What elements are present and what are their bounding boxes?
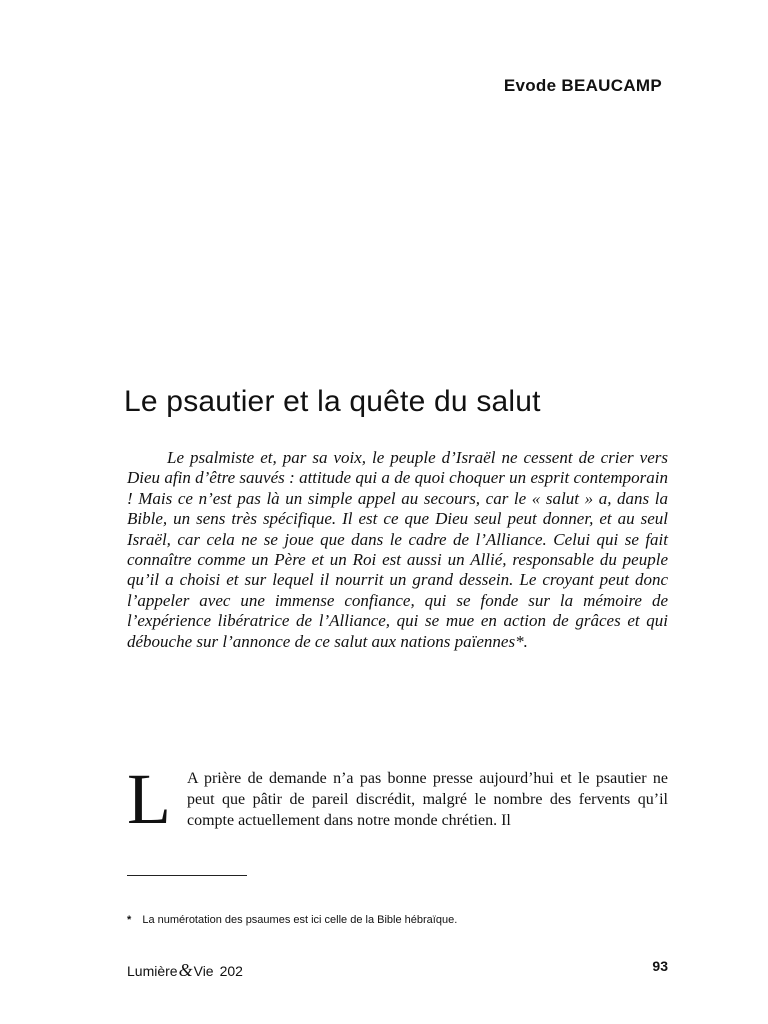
body-paragraph: A prière de demande n’a pas bonne presse aujourd’hui et le psautier ne peut que pâtir de pareil discrédit, malgré le nombre des fervents qu’il compte actuellement dans notre monde chrétien. Il (186, 770, 668, 829)
footnote (127, 914, 457, 926)
page-number: 93 (652, 958, 668, 974)
article-body (127, 759, 668, 839)
drop-cap: L (127, 759, 171, 839)
footnote-text: La numérotation des psaumes est ici celle de la Bible hébraïque. (142, 914, 458, 926)
article-title: Le psautier et la quête du salut (124, 385, 541, 418)
journal-footer (127, 960, 243, 981)
footnote-mark: * (127, 914, 132, 926)
footnote-divider (127, 875, 247, 876)
journal-issue: 202 (219, 963, 243, 979)
journal-name-part2: Vie (193, 963, 214, 979)
ampersand-logo-icon: & (178, 960, 193, 980)
author-name: Evode BEAUCAMP (503, 76, 662, 95)
journal-name-part1: Lumière (127, 963, 178, 979)
article-abstract: Le psalmiste et, par sa voix, le peuple d’Israël ne cessent de crier vers Dieu afin d’être sauvés : attitude qui a de quoi choquer un esprit contemporain ! Mais ce n’est pas là un simple appel au secours, car le « salut » a, dans la Bible, un sens très spécifique. Il est ce que Dieu seul peut donner, et au seul Israël, car cela ne se joue que dans le cadre de l’Alliance. Celui qui se fait connaître comme un Père et un Roi est aussi un Allié, responsable du peuple qu’il a choisi et sur lequel il nourrit un grand dessein. Le croyant peut donc l’appeler avec une immense confiance, qui se fonde sur la mémoire de l’expérience libératrice de l’Alliance, qui se mue en action de grâces et qui débouche sur l’annonce de ce salut aux nations païennes*. (127, 448, 668, 651)
